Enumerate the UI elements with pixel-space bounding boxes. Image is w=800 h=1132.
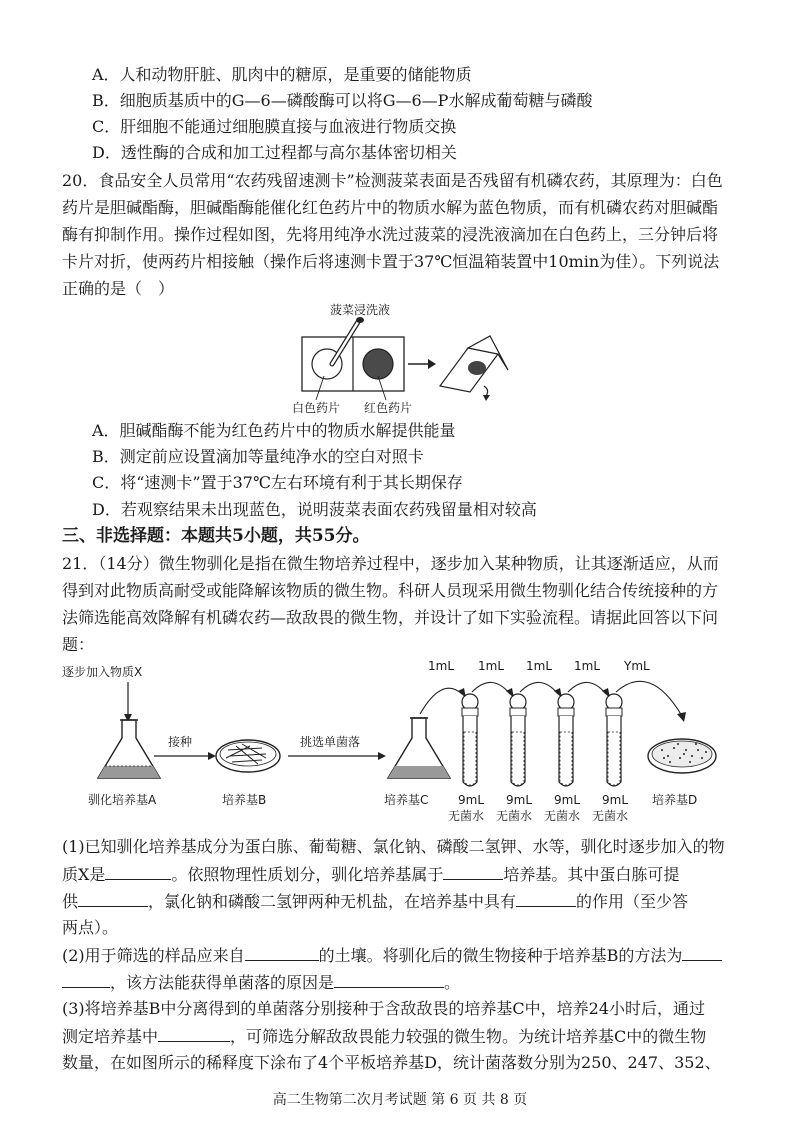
q19-option-a: A．人和动物肝脏、肌肉中的糖原，是重要的储能物质 — [92, 65, 472, 84]
leader-red — [378, 376, 386, 400]
q21-part2-text-d: 。 — [444, 973, 461, 992]
q20-stem-line-1: 20．食品安全人员常用“农药残留速测卡”检测菠菜表面是否残留有机磷农药，其原理为：白色 — [62, 171, 723, 190]
answer-blank-method-a[interactable] — [682, 942, 722, 961]
page-footer: 高二生物第二次月考试题 第 6 页 共 8 页 — [272, 1092, 528, 1108]
q21-part1-text-a: 质X是 — [62, 865, 106, 884]
arrow-pick-colony-head — [378, 752, 386, 760]
arrow-inoculate-head — [208, 752, 216, 760]
q21-part2-line-1 — [62, 942, 722, 969]
q20-stem-line-5: 正确的是（ ） — [62, 279, 175, 298]
label-flask-c: 培养基C — [384, 793, 429, 807]
label-transfer-y: YmL — [624, 659, 650, 673]
dropper-icon — [332, 317, 364, 364]
q21-part2-text-a: (2)用于筛选的样品应来自 — [62, 946, 245, 965]
q21-part2-text-b: 的土壤。将驯化后的微生物接种于培养基B的方法为 — [318, 946, 683, 965]
q19-option-d: D．透性酶的合成和加工过程都与高尔基体密切相关 — [92, 143, 457, 162]
label-transfer-1: 1mL — [428, 659, 455, 673]
q19-option-b: B．细胞质基质中的G—6—磷酸酶可以将G—6—P水解成葡萄糖与磷酸 — [92, 91, 593, 110]
q21-part2-line-2 — [62, 969, 460, 996]
q19-option-c: C．肝细胞不能通过细胞膜直接与血液进行物质交换 — [92, 117, 457, 136]
q21-part1-text-c: 培养基。其中蛋白胨可提 — [503, 865, 680, 884]
tube-3-water: 无菌水 — [544, 809, 581, 823]
label-white-tablet: 白色药片 — [292, 401, 341, 415]
answer-blank-method-b[interactable] — [62, 969, 110, 988]
label-pick-colony: 挑选单菌落 — [300, 735, 361, 749]
answer-blank-measure[interactable] — [158, 1023, 230, 1042]
q20-stem-line-2: 药片是胆碱酯酶，胆碱酯酶能催化红色药片中的物质水解为蓝色物质，而有机磷农药对胆碱酯 — [62, 198, 719, 217]
answer-blank-peptone[interactable] — [78, 888, 148, 907]
tube-2-water: 无菌水 — [496, 809, 533, 823]
q21-part1-text-d: 供 — [62, 892, 79, 911]
q20-option-d: D．若观察结果未出现蓝色，说明菠菜表面农药残留量相对较高 — [92, 500, 537, 519]
q21-part1-text-e: ，氯化钠和磷酸二氢钾两种无机盐，在培养基中具有 — [148, 892, 517, 911]
q21-stem-line-3: 法筛选能高效降解有机磷农药—敌敌畏的微生物，并设计了如下实验流程。请据此回答以下问 — [62, 608, 719, 627]
q21-part1-text-b: 。依照物理性质划分，驯化培养基属于 — [171, 865, 444, 884]
q21-part3-text-b: ，可筛选分解敌敌畏能力较强的微生物。为统计培养基C中的微生物 — [230, 1027, 707, 1046]
tube-4-water: 无菌水 — [592, 809, 629, 823]
q20-stem-line-3: 酶有抑制作用。操作过程如图，先将用纯净水洗过菠菜的浸洗液滴加在白色药上，三分钟后将 — [62, 225, 719, 244]
label-transfer-4: 1mL — [574, 659, 601, 673]
label-transfer-2: 1mL — [478, 659, 505, 673]
tube-1-water: 无菌水 — [448, 809, 485, 823]
transfer-arrows — [420, 681, 686, 722]
tube-4-volume: 9mL — [602, 793, 629, 807]
q20-option-a: A．胆碱酯酶不能为红色药片中的物质水解提供能量 — [92, 421, 456, 440]
tube-4-icon — [606, 694, 622, 786]
label-inoculate: 接种 — [168, 735, 193, 749]
q20-option-b: B．测定前应设置滴加等量纯净水的空白对照卡 — [92, 447, 424, 466]
tube-3-icon — [558, 694, 574, 786]
answer-blank-medium-type[interactable] — [443, 861, 503, 880]
label-transfer-3: 1mL — [526, 659, 553, 673]
q21-part1-line-2 — [62, 861, 679, 888]
label-add-x: 逐步加入物质X — [62, 665, 143, 679]
q21-stem-line-2: 得到对此物质高耐受或能降解该物质的微生物。科研人员现采用微生物驯化结合传统接种的方 — [62, 581, 719, 600]
label-spinach-wash: 菠菜浸洗液 — [330, 303, 391, 317]
q21-part1-line-3 — [62, 888, 688, 915]
label-flask-a: 驯化培养基A — [88, 793, 157, 807]
q21-experiment-flow-figure — [50, 658, 750, 826]
flask-a-icon — [98, 720, 160, 778]
answer-blank-reason[interactable] — [334, 969, 444, 988]
answer-blank-sample-source[interactable] — [245, 942, 319, 961]
answer-blank-salt-role[interactable] — [516, 888, 576, 907]
fold-arrow-icon — [408, 359, 436, 369]
label-plate-d: 培养基D — [652, 793, 698, 807]
red-tablet — [363, 349, 393, 379]
q21-part3-line-2 — [62, 1023, 706, 1050]
flask-c-icon — [388, 718, 450, 778]
q20-stem-line-4: 卡片对折，使两药片相接触（操作后将速测卡置于37℃恒温箱装置中10min为佳）。下列说法 — [62, 252, 720, 271]
plate-b-icon — [216, 740, 280, 772]
q21-stem-line-1: 21．（14分）微生物驯化是指在微生物培养过程中，逐步加入某种物质，让其逐渐适应，从而 — [62, 554, 719, 573]
q21-part2-text-c: ，该方法能获得单菌落的原因是 — [110, 973, 335, 992]
folded-card-icon — [440, 336, 508, 401]
q21-part1-text-f: 的作用（至少答 — [576, 892, 689, 911]
q21-part3-line-3: 数量，在如图所示的稀释度下涂布了4个平板培养基D，统计菌落数分别为250、247、352、 — [62, 1053, 721, 1072]
tube-1-icon — [462, 694, 478, 786]
answer-blank-x[interactable] — [105, 861, 171, 880]
q21-part1-line-4: 两点）。 — [62, 918, 119, 937]
label-red-tablet: 红色药片 — [364, 401, 413, 415]
q21-stem-line-4: 题： — [62, 635, 95, 654]
leader-white — [316, 376, 324, 400]
section-3-heading: 三、非选择题：本题共5小题，共55分。 — [62, 526, 370, 546]
q21-part1-line-1: (1)已知驯化培养基成分为蛋白胨、葡萄糖、氯化钠、磷酸二氢钾、水等，驯化时逐步加入的物 — [62, 837, 725, 856]
plate-d-icon — [648, 739, 716, 773]
q21-part3-line-1: (3)将培养基B中分离得到的单菌落分别接种于含敌敌畏的培养基C中，培养24小时后，通过 — [62, 999, 706, 1018]
q21-part3-text-a: 测定培养基中 — [62, 1027, 159, 1046]
label-plate-b: 培养基B — [222, 793, 267, 807]
q20-option-c: C．将“速测卡”置于37℃左右环境有利于其长期保存 — [92, 473, 463, 492]
tube-3-volume: 9mL — [554, 793, 581, 807]
tube-2-icon — [510, 694, 526, 786]
tube-1-volume: 9mL — [458, 793, 485, 807]
q20-test-card-figure — [280, 300, 540, 415]
tube-2-volume: 9mL — [506, 793, 533, 807]
